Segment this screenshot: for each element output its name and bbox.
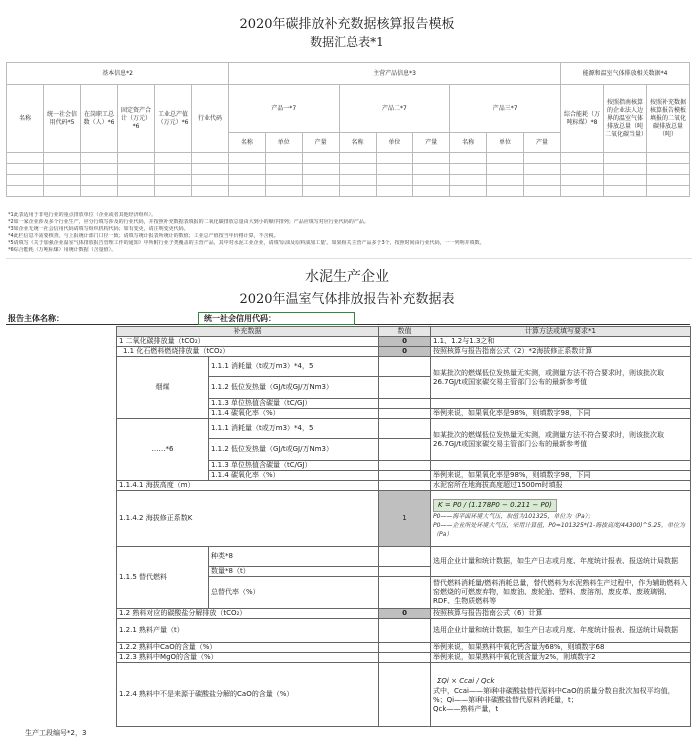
note-3: *3如企业无统一社会信用代码请填写组织机构代码；如有变更，请注明变更代码。 (8, 226, 189, 232)
r113-label: 1.1.3 单位热值含碳量（tC/GJ） (209, 399, 379, 409)
r1142-method-1: P0——海平面环境大气压，取值为101325，单位为（Pa）； (433, 512, 594, 520)
company-type: 水泥生产企业 (305, 269, 389, 285)
r114b-label: 1.1.4 碳氧化率（%） (209, 471, 379, 481)
r122-label: 1.2.2 熟料中CaO的含量（%） (117, 643, 379, 653)
p1-unit: 单位 (265, 133, 302, 153)
p2-name: 名称 (339, 133, 376, 153)
p2-unit: 单位 (376, 133, 413, 153)
col-ghg-total: 按照指南核算的企业法人边界的温室气体排放总量（吨二氧化碳当量） (604, 85, 647, 153)
p3-unit: 单位 (487, 133, 524, 153)
product-3: 产品三*7 (450, 85, 561, 133)
fuel-other: ……*6 (117, 419, 209, 481)
r112-label: 1.1.2 低位发热量（GJ/t或GJ/万Nm3） (209, 377, 379, 399)
supplement-table (116, 326, 691, 727)
selected-cell-box[interactable] (198, 312, 355, 325)
summary-table (6, 62, 690, 197)
group-energy: 能源和温室气体排放相关数据*4 (561, 63, 690, 85)
r114-method: 举例来说，如果氧化率是98%，则填数字98，下同 (431, 409, 691, 419)
footnotes (8, 212, 692, 254)
r115-method-type: 选用企业计量和统计数据，如生产日志或月度、年度统计报表、报送统计局数据 (431, 547, 691, 577)
r124-method-2: Qck——熟料产量，t (433, 704, 499, 713)
r115-type: 种类*8 (209, 547, 379, 567)
col-output: 工业总产值（万元）*6 (155, 85, 192, 153)
note-5: *5请填写《关于加强企业温室气体排放报告管理工作的通知》中所附行业子类覆盖的主营产品，其中对水泥工业企业，请填'原油及原料油加工量'。如果相关主营产品多于3个，按照时间由行业代码，一一列明并填数。 (8, 240, 485, 246)
r115-method-rate: 替代燃料消耗量/燃料消耗总量，替代燃料为水泥熟料生产过程中，作为辅助燃料入窑燃烧的可燃废弃物，如废油、废轮胎、塑料、废溶剂、废皮革、废玻璃钢、RDF、生物质燃料等 (431, 577, 691, 609)
row-1-label: 1 二氧化碳排放量（tCO₂） (117, 337, 379, 347)
r12-method: 按照核算与报告指南公式（6）计算 (431, 609, 691, 619)
altitude-formula: K = P0 / (1.178P0 − 0.211 − P0) (433, 499, 557, 512)
col-industry-code: 行业代码 (192, 85, 229, 153)
product-1: 产品一*7 (229, 85, 340, 133)
col-co2-total: 按照补充数据核算报告模板填报的二氧化碳排放总量（吨） (647, 85, 690, 153)
credit-code-label: 统一社会信用代码： (204, 314, 276, 323)
row-1-method: 1.1、1.2与1.3之和 (431, 337, 691, 347)
r111-label: 1.1.1 消耗量（t或万m3）*4，5 (209, 357, 379, 377)
r113b-label: 1.1.3 单位热值含碳量（tC/GJ） (209, 461, 379, 471)
r114-label: 1.1.4 碳氧化率（%） (209, 409, 379, 419)
r1141-label: 1.1.4.1 海拔高度（m） (117, 481, 379, 491)
r121-method: 选用企业计量和统计数据，如生产日志或月度、年度统计报表、报送统计局数据 (431, 619, 691, 643)
col-energy: 综合能耗（万吨标煤）*8 (561, 85, 604, 153)
r123-label: 1.2.3 熟料中MgO的含量（%） (117, 653, 379, 663)
r114b-method: 举例来说，如果氧化率是98%，则填数字98，下同 (431, 471, 691, 481)
r111-method: 如某批次的燃煤低位发热量无实测，或测量方法不符合要求时，则该批次取26.7GJ/t或国家碳交易主管部门公布的最新参考值 (431, 357, 691, 399)
report-subject-label: 报告主体名称： (8, 314, 64, 323)
p1-output: 产量 (302, 133, 339, 153)
r115-rate: 总替代率（%） (209, 577, 379, 609)
note-4: *4此栏信息不需要核查。与上报统计部门口径一致；请填写统计报表所统计的数值；工业总产值按当年价格计算，不含税。 (8, 233, 279, 239)
group-basic: 基本信息*2 (7, 63, 229, 85)
hdr-supplement: 补充数据 (117, 327, 379, 337)
group-product: 主营产品信息*3 (229, 63, 561, 85)
row-1-value[interactable]: 0 (379, 337, 431, 347)
r115-label: 1.1.5 替代燃料 (117, 547, 209, 609)
row-11-value[interactable]: 0 (379, 347, 431, 357)
r111b-label: 1.1.1 消耗量（t或万m3）*4，5 (209, 419, 379, 439)
col-assets: 固定资产合计（万元）*6 (118, 85, 155, 153)
p3-output: 产量 (524, 133, 561, 153)
r123-method: 举例来说，如果熟料中氧化镁含量为2%，则填数字2 (431, 653, 691, 663)
col-name: 名称 (7, 85, 44, 153)
p2-output: 产量 (413, 133, 450, 153)
col-staff: 在岗职工总数（人）*6 (81, 85, 118, 153)
r111b-method: 如某批次的燃煤低位发热量无实测，或测量方法不符合要求时，则该批次取26.7GJ/t或国家碳交易主管部门公布的最新参考值 (431, 419, 691, 461)
product-2: 产品二*7 (339, 85, 450, 133)
hdr-method: 计算方法或填写要求*1 (431, 327, 691, 337)
r1142-label: 1.1.4.2 海拔修正系数K (117, 491, 379, 547)
p3-name: 名称 (450, 133, 487, 153)
fuel-coal: 烟煤 (117, 357, 209, 419)
row-11-method: 按照核算与报告指南公式（2）*2海拔修正系数计算 (431, 347, 691, 357)
r124-method-1: 式中，Ccai——第i种非碳酸盐替代原料中CaO的质量分数自批次加权平均值，%；Qi——第i种非碳酸盐替代原料消耗量，t； (433, 686, 675, 704)
r12-label: 1.2 熟料对应的碳酸盐分解排放（tCO₂） (117, 609, 379, 619)
hdr-value: 数值 (379, 327, 431, 337)
note-2: *2如一家企业涉及多个行业生产，应分行填写涉及的行业代码，并按照补充数据表填报的二氧化碳排放总量由大到小的顺序排列；产品应填写对应行业代码的产品。 (8, 219, 369, 225)
r112b-label: 1.1.2 低位发热量（GJ/t或GJ/万Nm3） (209, 439, 379, 461)
note-1: *1此表适用于非电行业的重点排放单位（企业或者其他经济组织）。 (8, 212, 157, 218)
p1-name: 名称 (229, 133, 266, 153)
r1142-value[interactable]: 1 (379, 491, 431, 547)
divider (6, 258, 692, 265)
r12-value[interactable]: 0 (379, 609, 431, 619)
cao-formula: ΣQi × Ccai / Qck (433, 676, 498, 687)
summary-table-title: 数据汇总表*1 (310, 35, 384, 49)
r115-qty: 数量*8（t） (209, 567, 379, 577)
r124-label: 1.2.4 熟料中不是来源于碳酸盐分解的CaO的含量（%） (117, 663, 379, 727)
r1142-method-2: P0——企业所处环境大气压，采用计算值，P0=101325*(1-海拔高度/44300)^5.25，单位为（Pa） (433, 521, 685, 538)
report-template-title: 2020年碳排放补充数据核算报告模板 (239, 17, 455, 32)
r122-method: 举例来说，如果熟料中氧化钙含量为68%，则填数字68 (431, 643, 691, 653)
note-6: *6综合能耗（万吨标煤）用统计数据（含量值）。 (8, 247, 117, 253)
section-number-label: 生产工段编号*2，3 (25, 729, 87, 737)
main-table-title: 2020年温室气体排放报告补充数据表 (239, 292, 455, 307)
r121-label: 1.2.1 熟料产量（t） (117, 619, 379, 643)
col-credit-code: 统一社会信用代码*5 (44, 85, 81, 153)
r1141-method: 水泥窑所在地海拔高度超过1500m时填报 (431, 481, 691, 491)
row-11-label: 1.1 化石燃料燃烧排放量（tCO₂） (117, 347, 379, 357)
